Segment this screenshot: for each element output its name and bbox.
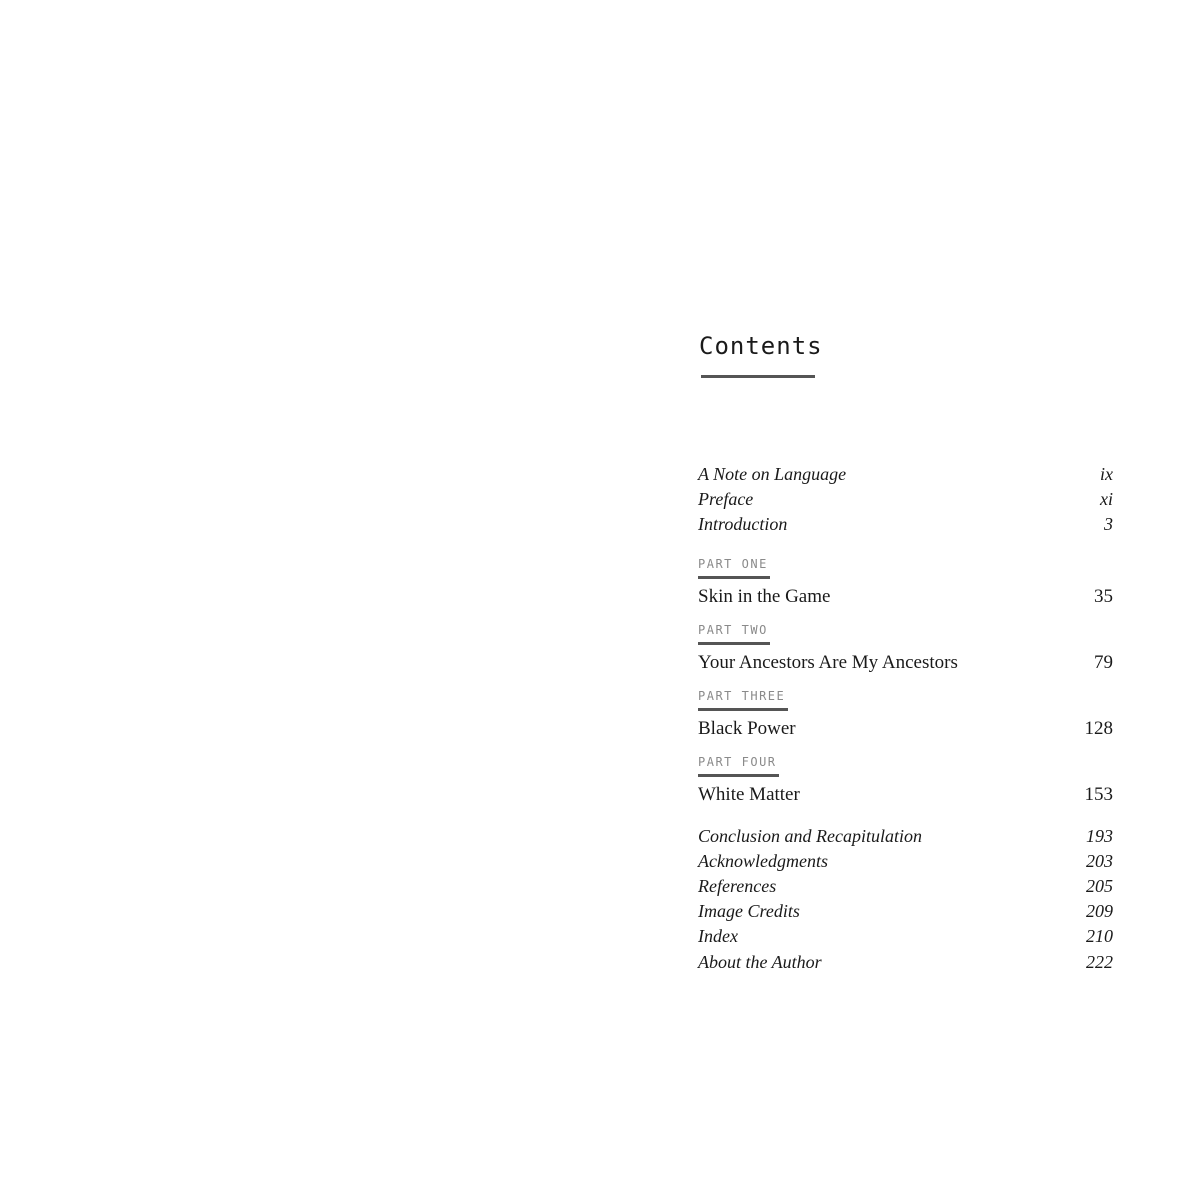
- toc-entry-page: 203: [1086, 851, 1113, 871]
- toc-entry-part-one[interactable]: [698, 586, 1113, 612]
- toc-entry-page: 35: [1094, 586, 1113, 607]
- toc-entry-title: Conclusion and Recapitulation: [698, 826, 922, 846]
- toc-entry-title: White Matter: [698, 784, 800, 805]
- toc-entry-title: Index: [698, 926, 738, 946]
- toc-entry-page: 3: [1104, 514, 1113, 534]
- toc-entry-page: 209: [1086, 901, 1113, 921]
- heading-rule: [701, 375, 815, 378]
- toc-entry-acknowledgments[interactable]: [698, 851, 1113, 877]
- toc-entry-title: Skin in the Game: [698, 586, 831, 607]
- part-one-label: PART ONE: [698, 557, 768, 571]
- toc-entry-title: Image Credits: [698, 901, 800, 921]
- part-four-rule: [698, 774, 779, 777]
- toc-entry-page: 205: [1086, 876, 1113, 896]
- toc-entry-conclusion[interactable]: [698, 826, 1113, 852]
- toc-entry-part-three[interactable]: [698, 718, 1113, 744]
- contents-heading: Contents: [699, 332, 823, 360]
- toc-entry-page: 222: [1086, 952, 1113, 972]
- toc-entry-title: Your Ancestors Are My Ancestors: [698, 652, 958, 673]
- toc-entry-page: 153: [1084, 784, 1113, 805]
- toc-entry-about-the-author[interactable]: [698, 952, 1113, 978]
- toc-entry-title: A Note on Language: [698, 464, 847, 484]
- toc-entry-part-two[interactable]: [698, 652, 1113, 678]
- part-three-label: PART THREE: [698, 689, 786, 703]
- toc-entry-page: 193: [1086, 826, 1113, 846]
- part-four-label: PART FOUR: [698, 755, 777, 769]
- toc-entry-part-four[interactable]: [698, 784, 1113, 810]
- toc-entry-image-credits[interactable]: [698, 901, 1113, 927]
- toc-entry-page: 128: [1084, 718, 1113, 739]
- toc-entry-preface[interactable]: [698, 489, 1113, 515]
- toc-entry-title: Black Power: [698, 718, 796, 739]
- part-two-rule: [698, 642, 770, 645]
- part-one-rule: [698, 576, 770, 579]
- toc-entry-index[interactable]: [698, 926, 1113, 952]
- part-two-label: PART TWO: [698, 623, 768, 637]
- toc-entry-page: ix: [1100, 464, 1113, 484]
- toc-entry-title: Preface: [698, 489, 754, 509]
- part-three-rule: [698, 708, 788, 711]
- toc-entry-title: References: [698, 876, 777, 896]
- toc-entry-title: Introduction: [698, 514, 788, 534]
- toc-entry-references[interactable]: [698, 876, 1113, 902]
- toc-entry-page: 210: [1086, 926, 1113, 946]
- toc-entry-page: 79: [1094, 652, 1113, 673]
- toc-entry-title: About the Author: [698, 952, 822, 972]
- toc-entry-note-on-language[interactable]: [698, 464, 1113, 490]
- toc-entry-page: xi: [1100, 489, 1113, 509]
- toc-entry-introduction[interactable]: [698, 514, 1113, 540]
- toc-entry-title: Acknowledgments: [698, 851, 828, 871]
